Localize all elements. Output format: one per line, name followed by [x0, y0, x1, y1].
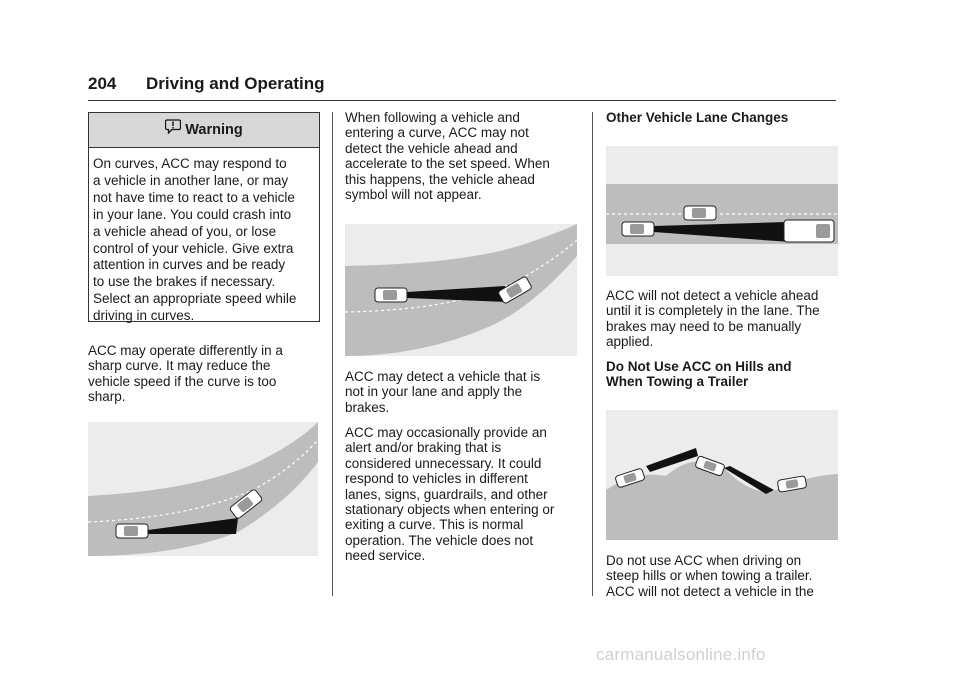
text-line: ACC may detect a vehicle that is	[345, 369, 541, 384]
col2-paragraph-1	[345, 110, 575, 202]
text-line: operation. The vehicle does not	[345, 532, 534, 548]
text-line: this happens, the vehicle ahead	[345, 171, 535, 187]
column-divider-2	[592, 112, 593, 596]
car-icon	[116, 524, 148, 538]
text-line: ACC will not detect a vehicle in the	[606, 583, 814, 599]
page-number: 204	[88, 74, 117, 93]
truck-icon	[784, 220, 834, 242]
text-line: ACC will not detect a vehicle ahead	[606, 288, 819, 303]
car-icon	[622, 222, 654, 236]
text-line: ACC may operate differently in a	[88, 343, 283, 358]
warning-title: Warning	[185, 122, 243, 138]
text-line: considered unnecessary. It could	[345, 455, 542, 471]
text-line: When following a vehicle and	[345, 110, 520, 125]
text-line: ACC may occasionally provide an	[345, 425, 547, 440]
text-line: not in your lane and apply the	[345, 384, 523, 400]
warning-line: Select an appropriate speed while	[93, 291, 297, 307]
text-line: symbol will not appear.	[345, 187, 482, 203]
subheading-line: Do Not Use ACC on Hills and	[606, 359, 792, 374]
warning-icon	[165, 113, 181, 147]
page-header	[88, 72, 836, 101]
warning-line: not have time to react to a vehicle	[93, 189, 295, 205]
warning-line: a vehicle ahead of you, or lose	[93, 223, 277, 239]
figure-hills	[606, 410, 838, 540]
col3-paragraph-2	[606, 553, 838, 599]
col1-paragraph	[88, 343, 320, 405]
text-line: Do not use ACC when driving on	[606, 553, 802, 568]
col3-heading-1	[606, 110, 838, 125]
text-line: brakes.	[345, 399, 390, 415]
column-divider-1	[332, 112, 333, 596]
warning-header	[89, 113, 319, 148]
warning-line: to use the brakes if necessary.	[93, 274, 276, 290]
figure-lane-change	[606, 146, 838, 276]
text-line: entering a curve, ACC may not	[345, 125, 529, 141]
warning-line: driving in curves.	[93, 308, 195, 324]
text-line: applied.	[606, 334, 654, 350]
section-title: Driving and Operating	[146, 74, 325, 93]
warning-box	[88, 112, 320, 322]
text-line: need service.	[345, 548, 426, 564]
car-icon	[684, 206, 716, 220]
text-line: exiting a curve. This is normal	[345, 517, 524, 533]
figure-sharp-curve	[88, 422, 318, 556]
col3-paragraph-1	[606, 288, 838, 350]
col2-paragraph-3	[345, 425, 575, 564]
warning-text	[89, 148, 319, 325]
text-line: brakes may need to be manually	[606, 318, 802, 334]
text-line: steep hills or when towing a trailer.	[606, 568, 813, 584]
text-line: lanes, signs, guardrails, and other	[345, 486, 548, 502]
warning-line: On curves, ACC may respond to	[93, 156, 287, 171]
subheading-line: When Towing a Trailer	[606, 374, 749, 390]
subheading: Other Vehicle Lane Changes	[606, 110, 789, 125]
text-line: vehicle speed if the curve is too	[88, 373, 277, 389]
watermark: carmanualsonline.info	[596, 645, 766, 664]
text-line: stationary objects when entering or	[345, 502, 555, 518]
figure-curve-other-lane	[345, 224, 577, 356]
car-icon	[375, 288, 407, 302]
text-line: detect the vehicle ahead and	[345, 140, 518, 156]
text-line: sharp.	[88, 389, 126, 405]
warning-line: attention in curves and be ready	[93, 257, 286, 273]
text-line: respond to vehicles in different	[345, 471, 528, 487]
col3-heading-2	[606, 359, 838, 390]
col2-paragraph-2	[345, 369, 575, 415]
text-line: sharp curve. It may reduce the	[88, 358, 271, 374]
text-line: accelerate to the set speed. When	[345, 156, 550, 172]
warning-line: in your lane. You could crash into	[93, 206, 292, 222]
warning-line: control of your vehicle. Give extra	[93, 240, 294, 256]
warning-line: a vehicle in another lane, or may	[93, 172, 289, 188]
text-line: until it is completely in the lane. The	[606, 303, 820, 319]
text-line: alert and/or braking that is	[345, 440, 502, 456]
